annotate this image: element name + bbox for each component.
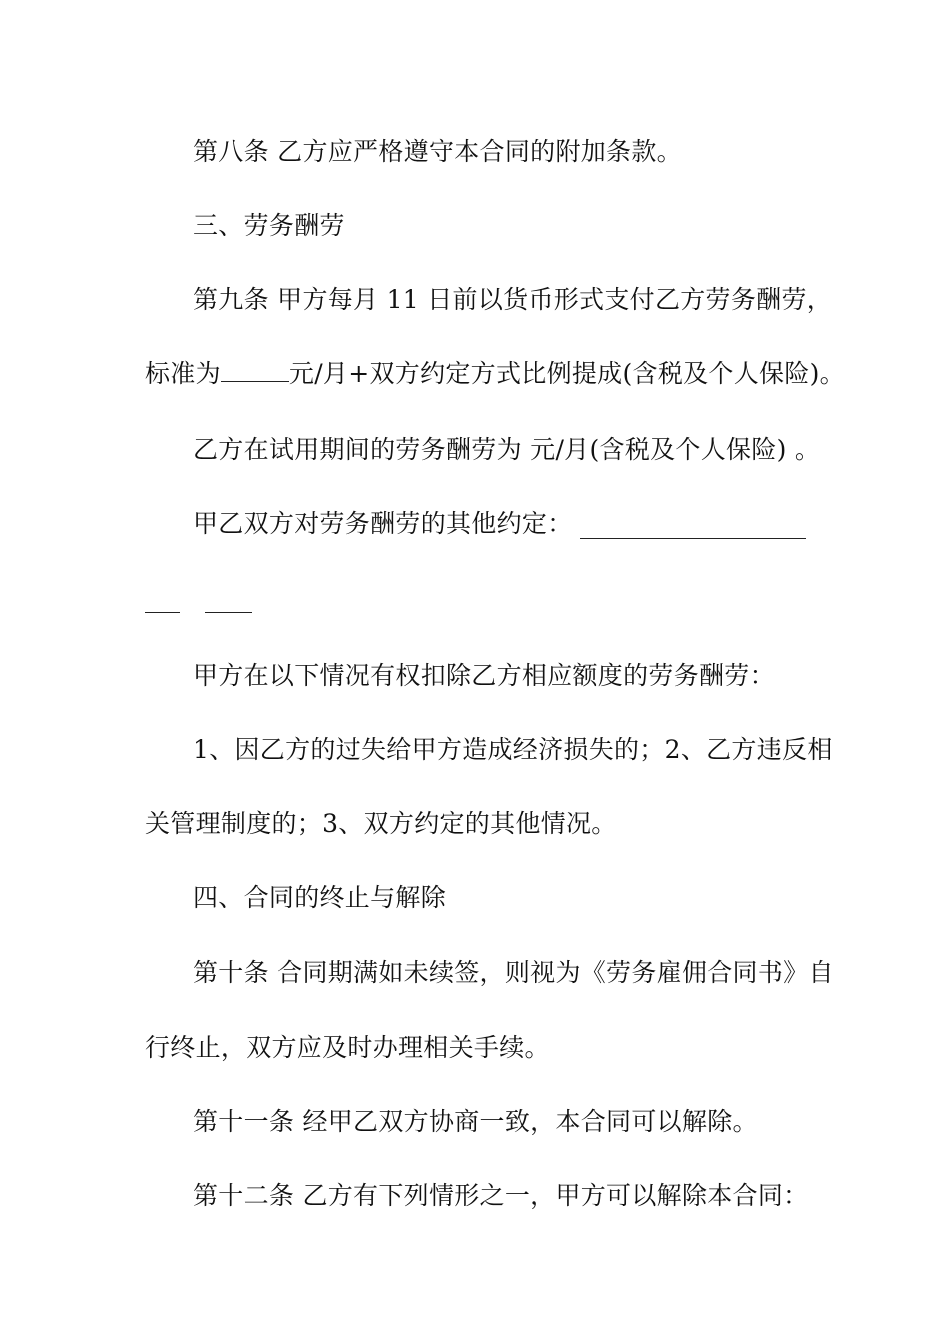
article-9-standard-label: 标准为 bbox=[145, 359, 221, 388]
article-9-line-1: 第九条 甲方每月 11 日前以货币形式支付乙方劳务酬劳， bbox=[193, 285, 833, 314]
section-3-heading: 三、劳务酬劳 bbox=[193, 211, 345, 240]
article-11: 第十一条 经甲乙双方协商一致，本合同可以解除。 bbox=[193, 1107, 758, 1136]
article-12: 第十二条 乙方有下列情形之一，甲方可以解除本合同： bbox=[193, 1181, 809, 1210]
article-8: 第八条 乙方应严格遵守本合同的附加条款。 bbox=[193, 137, 682, 166]
other-agreement-blank-line bbox=[580, 538, 806, 539]
article-10-line-1: 第十条 合同期满如未续签，则视为《劳务雇佣合同书》自 bbox=[193, 958, 834, 987]
salary-blank bbox=[221, 359, 289, 382]
deduction-intro: 甲方在以下情况有权扣除乙方相应额度的劳务酬劳： bbox=[193, 661, 775, 690]
article-9-standard-rest: 元/月+双方约定方式比例提成(含税及个人保险)。 bbox=[288, 359, 845, 388]
other-agreement-label: 甲乙双方对劳务酬劳的其他约定： bbox=[193, 509, 573, 538]
section-4-heading: 四、合同的终止与解除 bbox=[193, 883, 447, 912]
other-agreement-blank-line-2b bbox=[205, 612, 252, 613]
deduction-line-2: 关管理制度的；3、双方约定的其他情况。 bbox=[145, 809, 617, 838]
article-10-line-2: 行终止，双方应及时办理相关手续。 bbox=[145, 1033, 550, 1062]
deduction-line-1: 1、因乙方的过失给甲方造成经济损失的；2、乙方违反相 bbox=[193, 735, 833, 764]
probation-pay: 乙方在试用期间的劳务酬劳为 元/月(含税及个人保险) 。 bbox=[193, 435, 821, 464]
other-agreement-blank-line-2a bbox=[145, 612, 180, 613]
article-9-line-2 bbox=[145, 358, 845, 390]
